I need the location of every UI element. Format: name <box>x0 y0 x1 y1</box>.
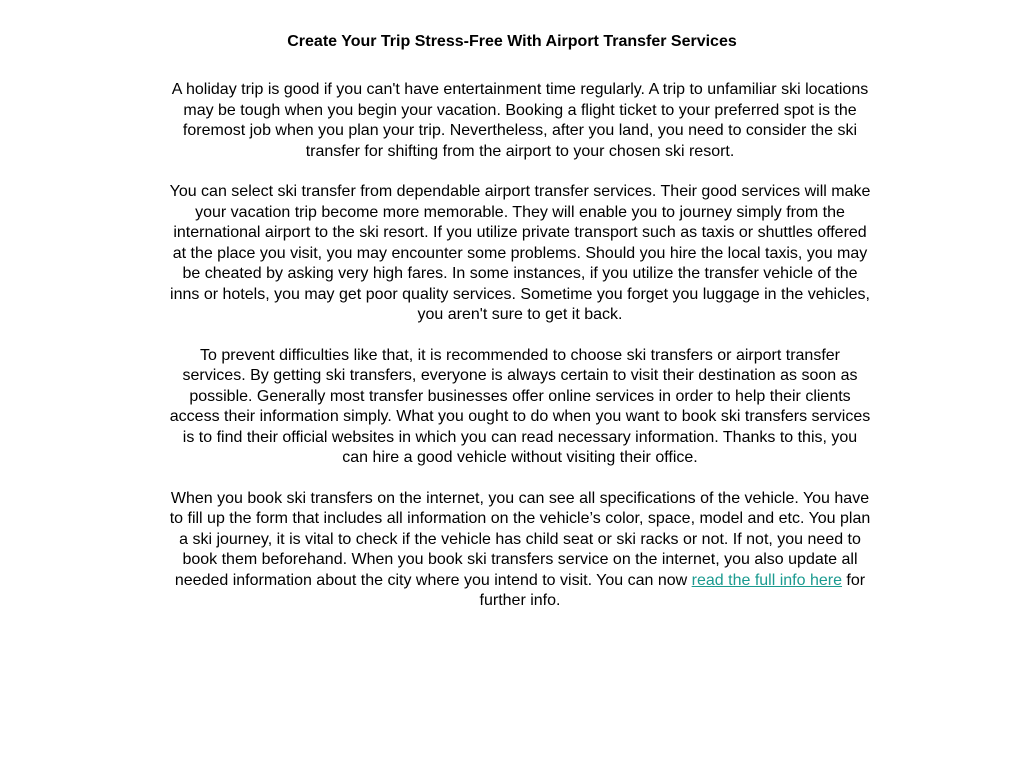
page-title: Create Your Trip Stress-Free With Airport Transfer Services <box>287 33 737 50</box>
article-body <box>168 80 872 632</box>
paragraph-intro: A holiday trip is good if you can't have entertainment time regularly. A trip to unfamiliar ski locations may be tough when you begin your vacation. Booking a flight ticket to your preferred spot is the foremost job when you plan your trip. Nevertheless, after you land, you need to consider the ski transfer for shifting from the airport to your chosen ski resort. <box>171 81 869 160</box>
paragraph-text-after-link: for further info. <box>479 571 866 609</box>
paragraph-book-online <box>168 489 872 612</box>
read-full-info-link[interactable]: read the full info here <box>691 571 842 589</box>
paragraph-ski-transfer-services: You can select ski transfer from dependable airport transfer services. Their good services will make your vacation trip become more memorable. They will enable you to journey simply from the international airport to the ski resort. If you utilize private transport such as taxis or shuttles offered at the place you visit, you may encounter some problems. Should you hire the local taxis, you may be cheated by asking very high fares. In some instances, if you utilize the transfer vehicle of the inns or hotels, you may get poor quality services. Sometime you forget you luggage in the vehicles, you aren't sure to get it back. <box>169 183 871 323</box>
paragraph-prevent-difficulties: To prevent difficulties like that, it is recommended to choose ski transfers or airport transfer services. By getting ski transfers, everyone is always certain to visit their destination as soon as possible. Generally most transfer businesses offer online services in order to help their clients access their information simply. What you ought to do when you want to book ski transfers services is to find their official websites in which you can read necessary information. Thanks to this, you can hire a good vehicle without visiting their office. <box>169 346 871 466</box>
paragraph-text-before-link: When you book ski transfers on the internet, you can see all specifications of the vehicle. You have to fill up the form that includes all information on the vehicle’s color, space, model and etc. You plan a ski journey, it is vital to check if the vehicle has child seat or ski racks or not. If not, you need to book them beforehand. When you book ski transfers service on the internet, you also update all needed information about the city where you intend to visit. You can now <box>169 489 871 589</box>
